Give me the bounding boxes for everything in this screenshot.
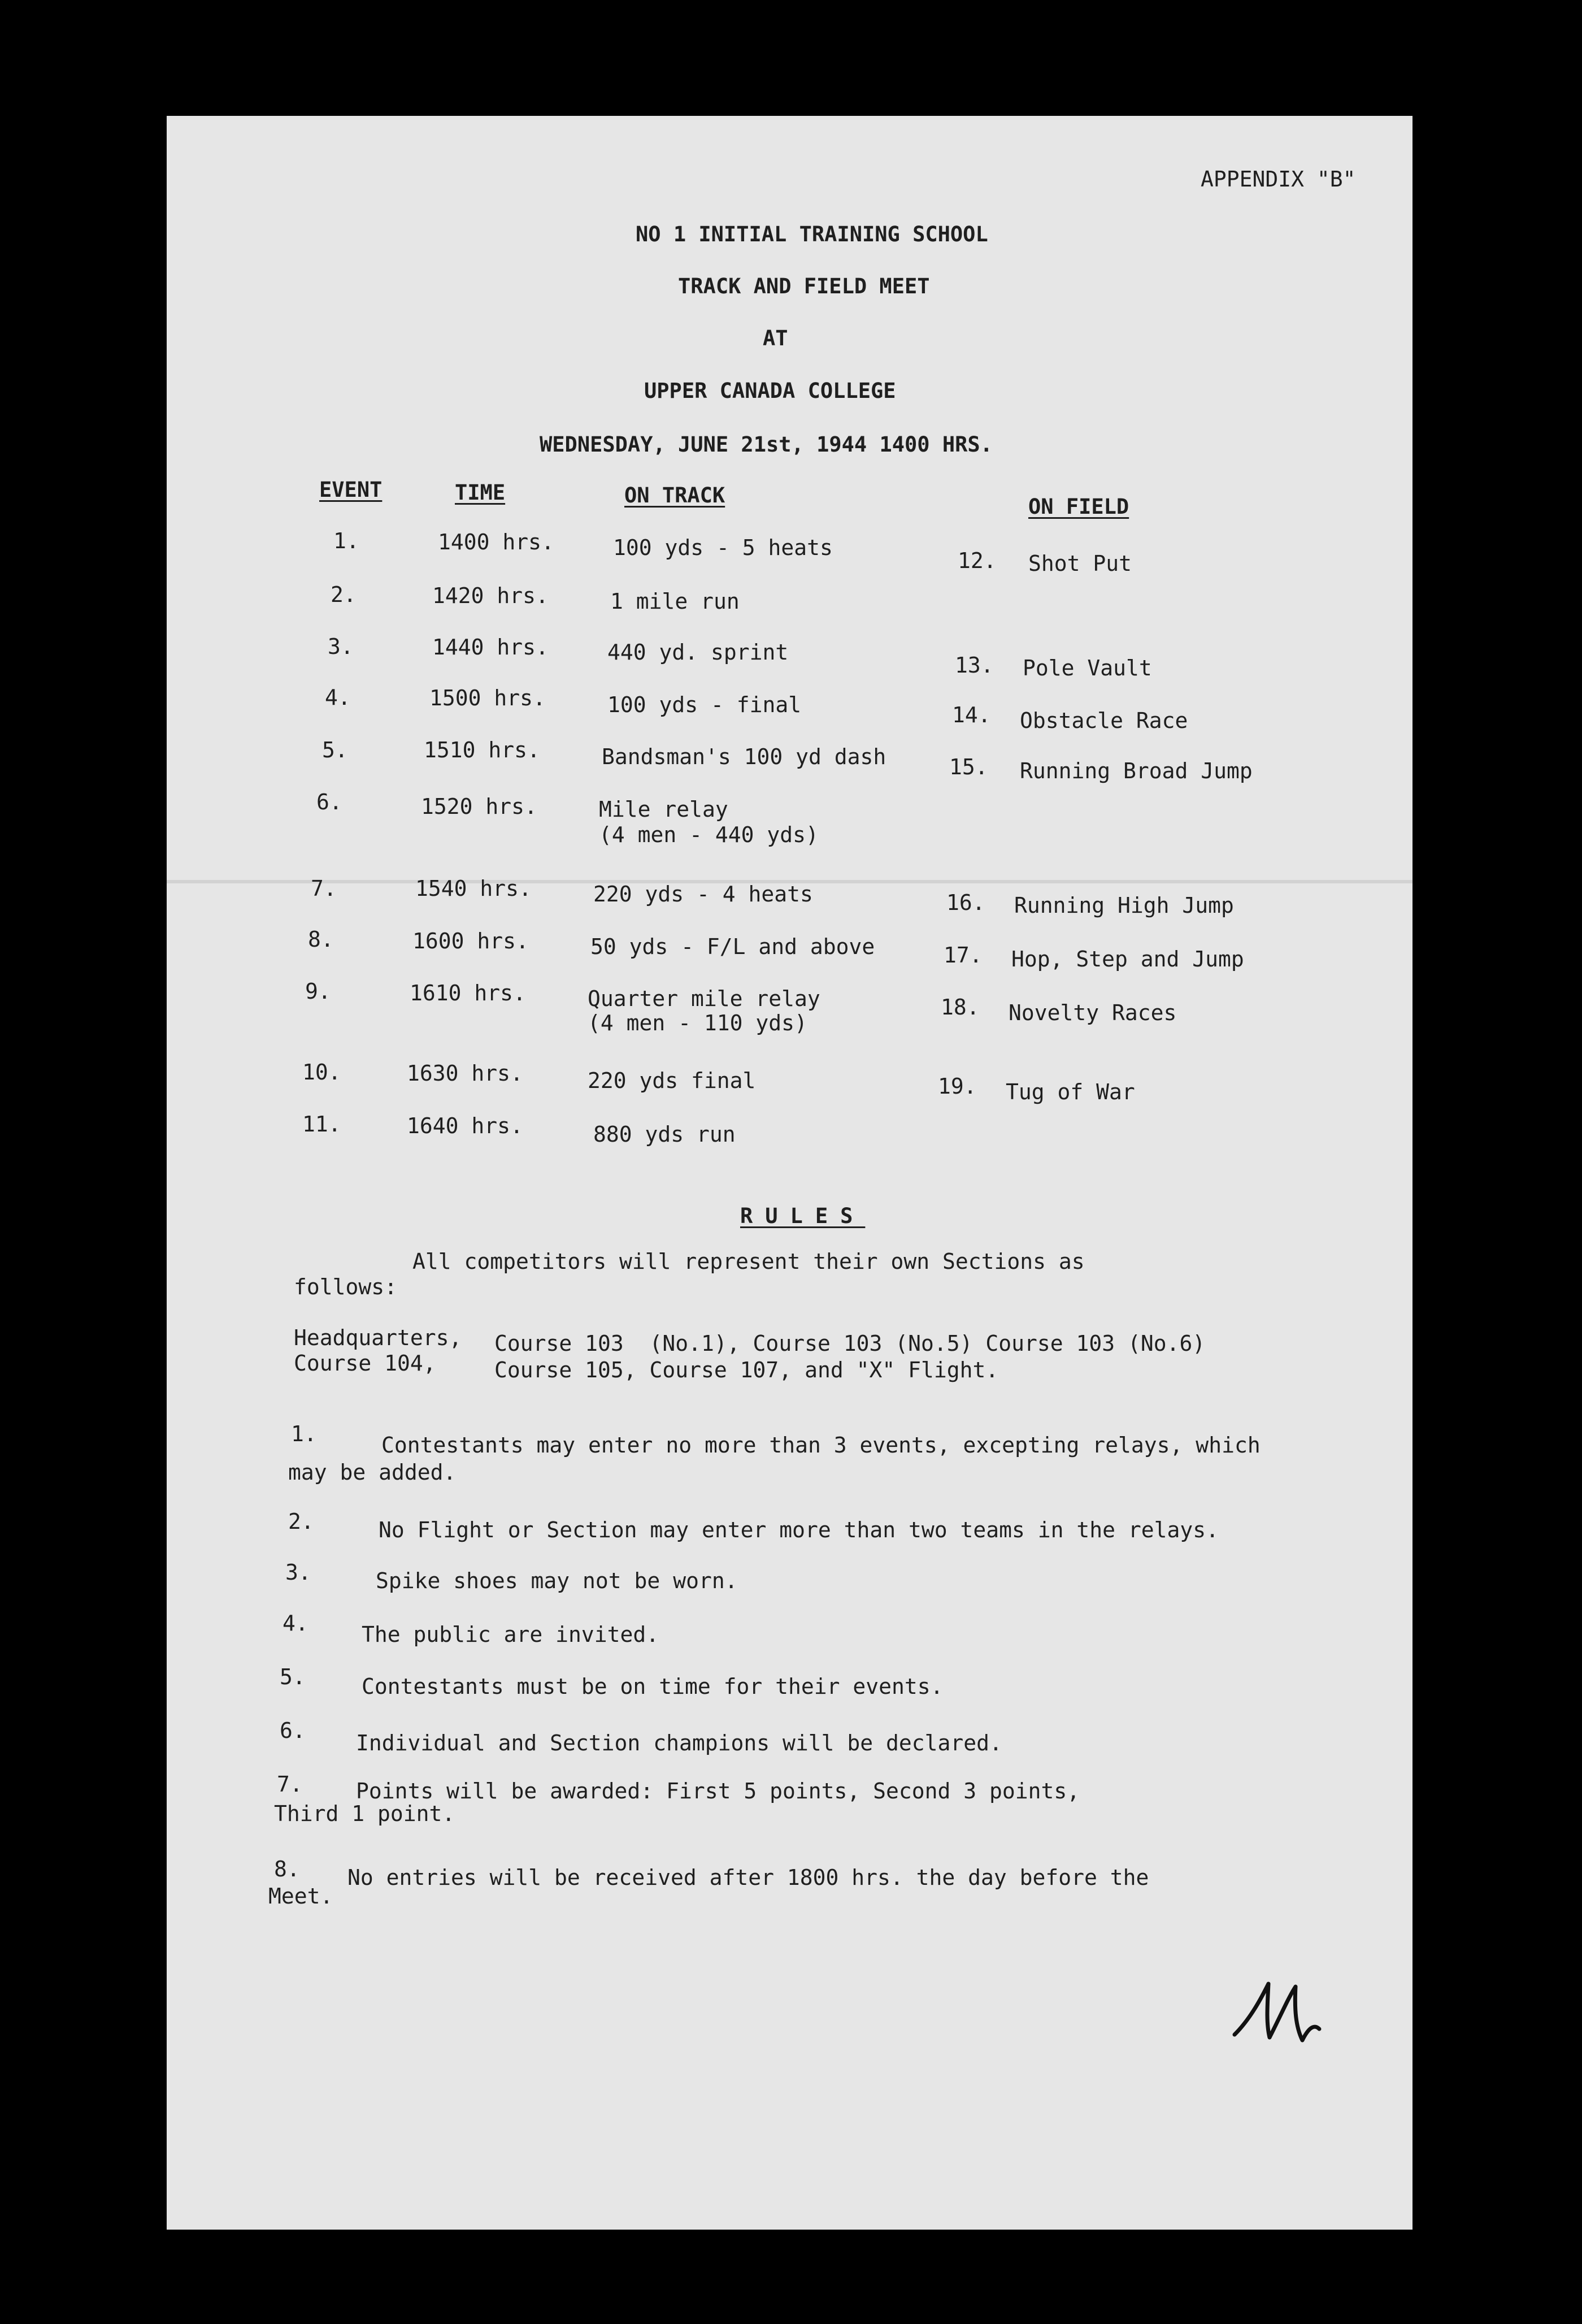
initials-signature xyxy=(1229,1972,1331,2052)
column-header-time: TIME xyxy=(455,480,506,505)
event-time: 1520 hrs. xyxy=(421,794,537,819)
event-number: 1. xyxy=(333,528,359,553)
rule-number: 6. xyxy=(280,1718,306,1743)
event-time: 1420 hrs. xyxy=(432,583,549,608)
rule-number: 4. xyxy=(282,1611,308,1636)
field-event-number: 16. xyxy=(946,890,985,915)
column-header-on-track: ON TRACK xyxy=(624,483,725,508)
title-line-4: UPPER CANADA COLLEGE xyxy=(644,379,896,403)
rule-number: 1. xyxy=(291,1421,317,1446)
event-track: 1 mile run xyxy=(610,589,740,614)
event-number: 6. xyxy=(316,790,342,814)
rule-text: Spike shoes may not be worn. xyxy=(376,1568,738,1593)
event-track: Quarter mile relay xyxy=(588,986,820,1011)
event-track: Mile relay xyxy=(599,797,728,822)
rule-number: 5. xyxy=(280,1664,306,1689)
field-event-name: Hop, Step and Jump xyxy=(1011,947,1244,972)
sections-label-1: Headquarters, xyxy=(294,1325,462,1350)
event-time: 1400 hrs. xyxy=(438,530,554,554)
event-number: 9. xyxy=(305,979,331,1004)
column-header-on-field: ON FIELD xyxy=(1028,495,1129,519)
title-line-1: NO 1 INITIAL TRAINING SCHOOL xyxy=(636,222,988,246)
event-track: 100 yds - 5 heats xyxy=(613,535,833,560)
document-page xyxy=(167,116,1412,2230)
event-track: 220 yds - 4 heats xyxy=(593,882,813,907)
event-track: 440 yd. sprint xyxy=(607,640,789,665)
rule-text-continued: may be added. xyxy=(288,1460,457,1485)
rule-number: 3. xyxy=(285,1560,311,1585)
event-time: 1500 hrs. xyxy=(429,686,546,710)
title-line-5: WEDNESDAY, JUNE 21st, 1944 1400 HRS. xyxy=(540,432,993,457)
event-time: 1440 hrs. xyxy=(432,635,549,660)
event-number: 3. xyxy=(328,634,354,659)
event-track-detail: (4 men - 110 yds) xyxy=(588,1011,807,1035)
rule-text: No Flight or Section may enter more than two teams in the relays. xyxy=(379,1517,1219,1542)
field-event-number: 18. xyxy=(941,995,980,1020)
field-event-name: Obstacle Race xyxy=(1020,708,1188,733)
rule-text: The public are invited. xyxy=(362,1622,659,1647)
event-track: 50 yds - F/L and above xyxy=(590,934,875,959)
event-track: 220 yds final xyxy=(588,1068,756,1093)
rules-heading: RULES xyxy=(740,1204,866,1228)
rule-text-continued: Meet. xyxy=(268,1884,333,1909)
rule-number: 8. xyxy=(274,1857,300,1881)
column-header-event: EVENT xyxy=(319,478,383,502)
event-track-detail: (4 men - 440 yds) xyxy=(599,822,819,847)
title-line-2: TRACK AND FIELD MEET xyxy=(678,274,930,298)
appendix-label: APPENDIX "B" xyxy=(1201,167,1356,192)
rule-number: 2. xyxy=(288,1509,314,1534)
event-track: 880 yds run xyxy=(593,1122,736,1147)
event-number: 10. xyxy=(302,1060,341,1085)
rule-text: Individual and Section champions will be declared. xyxy=(356,1731,1002,1755)
rule-text: Points will be awarded: First 5 points, Second 3 points, xyxy=(356,1779,1080,1803)
event-track: Bandsman's 100 yd dash xyxy=(602,744,886,769)
event-number: 5. xyxy=(322,738,348,762)
field-event-name: Tug of War xyxy=(1006,1079,1135,1104)
sections-list-2: Course 105, Course 107, and "X" Flight. xyxy=(494,1358,999,1382)
field-event-number: 14. xyxy=(952,703,991,727)
field-event-name: Pole Vault xyxy=(1023,656,1152,680)
event-time: 1610 hrs. xyxy=(410,981,526,1005)
sections-label-2: Course 104, xyxy=(294,1351,436,1376)
rule-text-continued: Third 1 point. xyxy=(274,1801,455,1826)
sections-list-1: Course 103 (No.1), Course 103 (No.5) Course 103 (No.6) xyxy=(494,1331,1206,1356)
field-event-number: 15. xyxy=(949,755,988,779)
rules-intro-line-1: All competitors will represent their own Sections as xyxy=(412,1249,1085,1274)
field-event-name: Running Broad Jump xyxy=(1020,758,1253,783)
event-number: 8. xyxy=(308,927,334,952)
event-number: 7. xyxy=(311,876,337,901)
field-event-number: 13. xyxy=(955,653,994,678)
event-number: 4. xyxy=(325,685,351,710)
event-number: 11. xyxy=(302,1112,341,1137)
event-time: 1640 hrs. xyxy=(407,1113,523,1138)
field-event-number: 17. xyxy=(944,943,983,968)
event-time: 1540 hrs. xyxy=(415,876,532,901)
event-track: 100 yds - final xyxy=(607,692,802,717)
rule-text: Contestants must be on time for their events. xyxy=(362,1674,944,1699)
event-number: 2. xyxy=(331,582,357,607)
rules-intro-line-2: follows: xyxy=(294,1274,398,1299)
rule-number: 7. xyxy=(277,1772,303,1797)
field-event-name: Novelty Races xyxy=(1009,1000,1177,1025)
field-event-name: Running High Jump xyxy=(1014,893,1234,918)
rule-text: Contestants may enter no more than 3 events, excepting relays, which xyxy=(381,1433,1261,1458)
event-time: 1600 hrs. xyxy=(412,929,529,953)
title-line-3: AT xyxy=(763,326,788,350)
field-event-number: 19. xyxy=(938,1074,977,1099)
field-event-number: 12. xyxy=(958,548,997,573)
event-time: 1510 hrs. xyxy=(424,738,540,762)
rule-text: No entries will be received after 1800 hrs. the day before the xyxy=(347,1865,1149,1890)
field-event-name: Shot Put xyxy=(1028,551,1132,576)
event-time: 1630 hrs. xyxy=(407,1061,523,1086)
